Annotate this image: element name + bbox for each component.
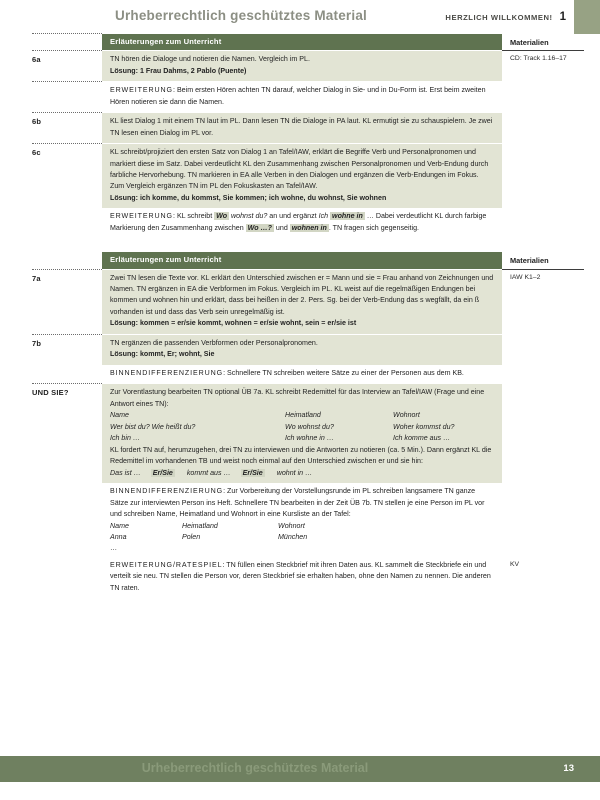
- exercise-ref: 7a: [32, 273, 41, 283]
- mini-table-cell: München: [278, 533, 308, 542]
- materials-cell: CD: Track 1.16–17: [510, 55, 567, 63]
- mini-table-cell: Polen: [182, 533, 201, 542]
- exercise-ref: [16, 557, 102, 598]
- materials-cell: [502, 483, 584, 557]
- chapter-corner-tab: [574, 0, 600, 34]
- note-body: KL schreibt Wo wohnst du? an und ergänzt Ich wohne in … Dabei verdeutlicht KL durch farbige Markierung den Zusammenhang zwischen Wo …? und wohnen in . TN fragen sich gegenseitig.: [110, 212, 487, 232]
- table-row: [16, 384, 584, 483]
- solution-line: Lösung: 1 Frau Dahms, 2 Pablo (Puente): [110, 66, 247, 75]
- exercise-ref: 7b: [32, 338, 42, 348]
- page-number: 13: [563, 763, 574, 774]
- page-footer: [0, 756, 600, 782]
- materials-cell: [502, 82, 584, 112]
- instruction-cell: [102, 113, 502, 143]
- note-cell: [102, 483, 502, 557]
- note-text: ERWEITERUNG: Beim ersten Hören achten TN darauf, welcher Dialog in Sie- und in Du-Form ist. Erst beim zweiten Hören notieren sie dann die Namen.: [110, 86, 486, 106]
- materials-cell: [502, 384, 584, 483]
- materials-cell: [502, 113, 584, 143]
- example-row: Das ist … Er/Sie kommt aus … Er/Sie wohnt in …: [110, 468, 313, 477]
- exercise-ref: 6b: [32, 117, 42, 127]
- note-text: ERWEITERUNG: KL schreibt Wo wohnst du? an und ergänzt Ich wohne in … Dabei verdeutlicht KL durch farbige Markierung den Zusammenhang zwischen Wo …? und wohnen in . TN fragen sich gegenseitig.: [110, 212, 487, 232]
- materials-cell: IAW K1–2: [510, 273, 541, 281]
- block-7-column-headers: [16, 252, 584, 268]
- note-text: ERWEITERUNG/RATESPIEL: TN füllen einen Steckbrief mit ihren Daten aus. KL sammelt die Steckbriefe ein und verteilt sie neu. TN stellen die Person vor, deren Steckbrief sie erhalten haben, ohne den Namen zu nennen. Die anderen TN raten.: [110, 560, 491, 592]
- page-header: [0, 0, 600, 30]
- note-prefix: BINNENDIFFERENZIERUNG: [110, 487, 224, 496]
- mini-table-row: [110, 422, 494, 433]
- note-text: BINNENDIFFERENZIERUNG: Schnellere TN schreiben weitere Sätze zu einer der Personen aus dem KB.: [110, 368, 464, 377]
- lesson-plan-table: [16, 33, 584, 598]
- instruction-line: KL schreibt/projiziert den ersten Satz von Dialog 1 an Tafel/IAW, erklärt die Begriffe Verb und Personalpronomen und markiert diese im Satz. Dabei verdeutlicht KL den Zusammenhang zwischen Personalpronomen und Verb-Endung durch farbliche Hervorhebung. TN markieren in EA alle Verben in den Dialogen und ergänzen die Verb-Endungen im Fokus. Zum Vergleich ergänzen TN im PL den Fokuskasten an Tafel/IAW.: [110, 148, 489, 191]
- note-prefix: ERWEITERUNG/RATESPIEL: [110, 560, 223, 569]
- instruction-cell: [102, 384, 502, 483]
- main-column-header: Erläuterungen zum Unterricht: [102, 252, 502, 268]
- mini-table-row: [110, 433, 494, 444]
- mini-table-cell: Woher kommst du?: [393, 422, 455, 431]
- instruction-line: TN ergänzen die passenden Verbformen oder Personalpronomen.: [110, 338, 318, 347]
- mini-table-row: [110, 532, 494, 543]
- exercise-ref: [16, 365, 102, 383]
- table-row: [16, 335, 584, 365]
- instruction-cell: [102, 51, 502, 81]
- mini-table-cell: Name: [110, 411, 129, 420]
- instruction-line: TN hören die Dialoge und notieren die Namen. Vergleich im PL.: [110, 55, 310, 64]
- materials-cell: [502, 365, 584, 383]
- materials-cell: [502, 144, 584, 208]
- note-prefix: BINNENDIFFERENZIERUNG: [110, 368, 224, 377]
- instruction-cell: [102, 270, 502, 334]
- materials-column-header: Materialien: [510, 38, 549, 47]
- mini-table-row: [110, 410, 494, 421]
- solution-line: Lösung: kommt, Er; wohnt, Sie: [110, 350, 215, 359]
- table-row: [16, 365, 584, 383]
- solution-line: Lösung: ich komme, du kommst, Sie kommen; ich wohne, du wohnst, Sie wohnen: [110, 193, 387, 202]
- mini-table-cell: Wer bist du? Wie heißt du?: [110, 422, 196, 431]
- mini-table-cell: Ich wohne in …: [285, 434, 334, 443]
- table-row: [16, 208, 584, 238]
- mini-table-cell: Heimatland: [285, 411, 321, 420]
- block-6-column-headers: [16, 34, 584, 50]
- exercise-ref: [16, 208, 102, 238]
- note-prefix: ERWEITERUNG: [110, 86, 173, 95]
- ellipsis-line: …: [110, 543, 119, 552]
- instruction-line: Zwei TN lesen die Texte vor. KL erklärt den Unterschied zwischen er = Mann und sie = Frau anhand von Zeichnungen und Namen. TN ergänzen in EA die Verbformen im Fokus. Vergleich im PL. KL weist auf die regelmäßigen Endungen bei kommen und wohnen hin und erklärt, dass bei heißen in der 2. Pers. Sg. bei der Verb-Endung das s wegfällt, da ein ß vorhanden ist und dass das Verb sein unregelmäßig ist.: [110, 273, 494, 316]
- header-chapter-info: [445, 11, 566, 23]
- redemittel-table: [110, 410, 494, 444]
- instruction-cell: [102, 335, 502, 365]
- table-row: [16, 82, 584, 112]
- copyright-watermark-bottom: Urheberrechtlich geschütztes Material: [141, 761, 369, 775]
- table-row: [16, 557, 584, 598]
- table-row: [16, 113, 584, 143]
- materials-cell: [502, 208, 584, 238]
- materials-cell: [502, 335, 584, 365]
- exercise-ref: [16, 82, 102, 112]
- note-cell: [102, 557, 502, 598]
- mini-table-cell: Anna: [110, 533, 127, 542]
- main-column-header: Erläuterungen zum Unterricht: [102, 34, 502, 50]
- note-text: BINNENDIFFERENZIERUNG: Zur Vorbereitung der Vorstellungsrunde im PL schreiben langsamere TN ganze Sätze zur interviewten Person ins Heft. Schnellere TN bearbeiten in der Zeit ÜB 7b. TN stellen je eine Person im PL vor und schreiben Name, Heimatland und Wohnort in eine Kursliste an der Tafel:: [110, 487, 485, 519]
- mini-table-cell: Wohnort: [278, 521, 305, 530]
- mini-table-cell: Heimatland: [182, 521, 218, 530]
- instruction-line: KL fordert TN auf, herumzugehen, drei TN zu interviewen und die Antworten zu notieren (ca. 5 Min.). Dann ergänzt KL die Redemittel im vorhandenen TB und weist noch einmal auf den Unterschied zwischen er und sie hin:: [110, 445, 492, 466]
- copyright-watermark-top: Urheberrechtlich geschütztes Material: [115, 8, 367, 23]
- instruction-line: KL liest Dialog 1 mit einem TN laut im PL. Dann lesen TN die Dialoge in PA laut. KL ermutigt sie zu schauspielern. Je zwei TN lesen einen Dialog im PL vor.: [110, 117, 493, 137]
- exercise-ref: UND SIE?: [32, 388, 69, 398]
- table-row: [16, 144, 584, 208]
- kursliste-table: [110, 521, 494, 544]
- chapter-label: HERZLICH WILLKOMMEN!: [445, 13, 553, 22]
- mini-table-cell: Ich bin …: [110, 434, 140, 443]
- exercise-ref: [16, 483, 102, 557]
- note-body: Beim ersten Hören achten TN darauf, welcher Dialog in Sie- und in Du-Form ist. Erst beim zweiten Hören notieren sie dann die Namen.: [110, 86, 486, 106]
- lesson-block-6: [16, 33, 584, 238]
- instruction-line: Zur Vorentlastung bearbeiten TN optional ÜB 7a. KL schreibt Redemittel für das Interview an Tafel/IAW (Frage und eine Antwort eines TN):: [110, 388, 485, 408]
- note-cell: [102, 208, 502, 238]
- mini-table-cell: Wo wohnst du?: [285, 422, 334, 431]
- note-body: TN füllen einen Steckbrief mit ihren Daten aus. KL sammelt die Steckbriefe ein und verteilt sie neu. TN stellen die Person vor, deren Steckbrief sie erhalten haben, ohne den Namen zu nennen. Die anderen TN raten.: [110, 560, 491, 592]
- solution-line: Lösung: kommen = er/sie kommt, wohnen = er/sie wohnt, sein = er/sie ist: [110, 319, 357, 328]
- mini-table-cell: Wohnort: [393, 411, 420, 420]
- mini-table-cell: Name: [110, 521, 129, 530]
- materials-column-header: Materialien: [510, 256, 549, 266]
- note-body: Zur Vorbereitung der Vorstellungsrunde im PL schreiben langsamere TN ganze Sätze zur interviewten Person ins Heft. Schnellere TN bearbeiten in der Zeit ÜB 7b. TN stellen je eine Person im PL vor und schreiben Name, Heimatland und Wohnort in eine Kursliste an der Tafel:: [110, 487, 485, 519]
- table-row: [16, 270, 584, 334]
- note-cell: [102, 365, 502, 383]
- exercise-ref: 6a: [32, 55, 41, 65]
- note-prefix: ERWEITERUNG: [110, 212, 173, 221]
- table-row: [16, 483, 584, 557]
- note-cell: [102, 82, 502, 112]
- mini-table-cell: Ich komme aus …: [393, 434, 451, 443]
- note-body: Schnellere TN schreiben weitere Sätze zu einer der Personen aus dem KB.: [227, 368, 464, 377]
- chapter-number: 1: [559, 11, 566, 23]
- table-row: [16, 51, 584, 81]
- materials-cell: KV: [510, 560, 520, 568]
- exercise-ref: 6c: [32, 148, 41, 158]
- lesson-block-7: [16, 252, 584, 598]
- mini-table-row: [110, 521, 494, 532]
- instruction-cell: [102, 144, 502, 208]
